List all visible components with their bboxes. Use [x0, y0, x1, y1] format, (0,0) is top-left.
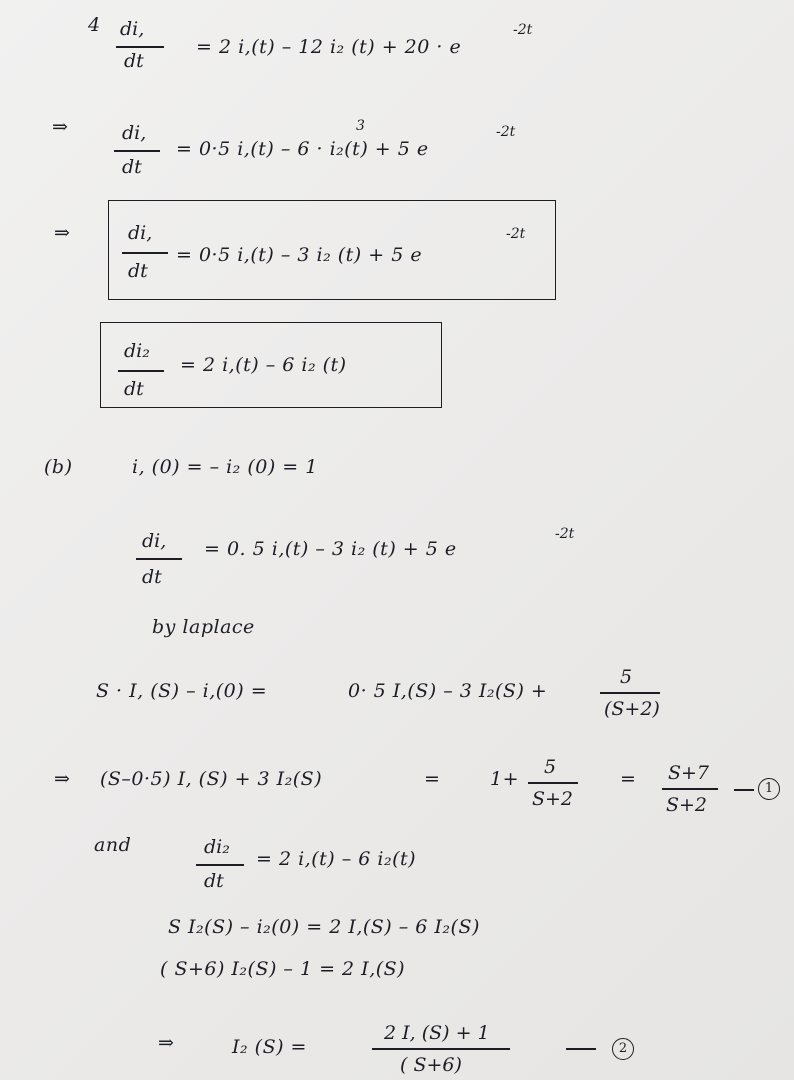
eq3-fraction-bar	[122, 252, 168, 254]
laplace2-fraction-bar	[528, 782, 578, 784]
eq4-numerator: di₂	[124, 340, 150, 362]
laplace5-arrow: ⇒	[158, 1032, 175, 1054]
eq1-denominator: dt	[124, 50, 144, 72]
laplace5-lhs: I₂ (S) =	[232, 1036, 307, 1058]
eq2-fraction-bar	[114, 150, 160, 152]
eq4-rhs: = 2 i,(t) – 6 i₂ (t)	[180, 354, 347, 376]
laplace1-frac-num: 5	[620, 666, 633, 688]
laplace2-frac-num: 5	[544, 756, 557, 778]
eq1-rhs: = 2 i,(t) – 12 i₂ (t) + 20 · e	[196, 36, 462, 58]
laplace2-frac2-num: S+7	[668, 762, 710, 784]
by-laplace-text: by laplace	[152, 616, 255, 638]
eq4-fraction-bar	[118, 370, 164, 372]
equation-marker-dash-1	[734, 789, 754, 791]
eq2-arrow: ⇒	[52, 116, 69, 138]
laplace5-frac-den: ( S+6)	[400, 1054, 462, 1076]
and-denominator: dt	[204, 870, 224, 892]
partb-rhs: = 0. 5 i,(t) – 3 i₂ (t) + 5 e	[204, 538, 457, 560]
eq2-numerator: di,	[122, 122, 147, 144]
laplace2-fraction2-bar	[662, 788, 718, 790]
laplace1-fraction-bar	[600, 692, 660, 694]
laplace2-equals-2: =	[620, 768, 637, 790]
laplace1-rhs: 0· 5 I,(S) – 3 I₂(S) +	[348, 680, 548, 702]
eq2-correction: 3	[356, 118, 365, 134]
eq1-fraction-bar	[116, 46, 164, 48]
eq3-denominator: dt	[128, 260, 148, 282]
laplace2-one-plus: 1+	[490, 768, 520, 790]
laplace1-frac-den: (S+2)	[604, 698, 660, 720]
initial-conditions: i, (0) = – i₂ (0) = 1	[132, 456, 318, 478]
eq1-coefficient: 4	[88, 14, 101, 36]
laplace3: S I₂(S) – i₂(0) = 2 I,(S) – 6 I₂(S)	[168, 916, 480, 938]
eq2-rhs: = 0·5 i,(t) – 6 · i₂(t) + 5 e	[176, 138, 429, 160]
laplace2-frac-den: S+2	[532, 788, 574, 810]
eq1-exponent: -2t	[513, 22, 533, 38]
eq1-numerator: di,	[120, 18, 145, 40]
laplace2-lhs: (S–0·5) I, (S) + 3 I₂(S)	[100, 768, 323, 790]
eq3-rhs: = 0·5 i,(t) – 3 i₂ (t) + 5 e	[176, 244, 423, 266]
laplace2-frac2-den: S+2	[666, 794, 708, 816]
eq3-exponent: -2t	[506, 226, 526, 242]
laplace2-equals: =	[424, 768, 441, 790]
laplace2-arrow: ⇒	[54, 768, 71, 790]
eq3-numerator: di,	[128, 222, 153, 244]
equation-marker-2: 2	[612, 1038, 634, 1060]
eq2-denominator: dt	[122, 156, 142, 178]
partb-denominator: dt	[142, 566, 162, 588]
partb-numerator: di,	[142, 530, 167, 552]
partb-fraction-bar	[136, 558, 182, 560]
and-numerator: di₂	[204, 836, 230, 858]
and-fraction-bar	[196, 864, 244, 866]
laplace4: ( S+6) I₂(S) – 1 = 2 I,(S)	[160, 958, 406, 980]
eq2-exponent: -2t	[496, 124, 516, 140]
laplace5-frac-num: 2 I, (S) + 1	[384, 1022, 490, 1044]
partb-exponent: -2t	[555, 526, 575, 542]
laplace1-lhs: S · I, (S) – i,(0) =	[96, 680, 268, 702]
eq4-denominator: dt	[124, 378, 144, 400]
and-text: and	[94, 834, 132, 856]
laplace5-fraction-bar	[372, 1048, 510, 1050]
and-rhs: = 2 i,(t) – 6 i₂(t)	[256, 848, 417, 870]
equation-marker-dash-2	[566, 1048, 596, 1050]
equation-marker-1: 1	[758, 778, 780, 800]
eq3-arrow: ⇒	[54, 222, 71, 244]
part-b-label: (b)	[44, 456, 73, 478]
